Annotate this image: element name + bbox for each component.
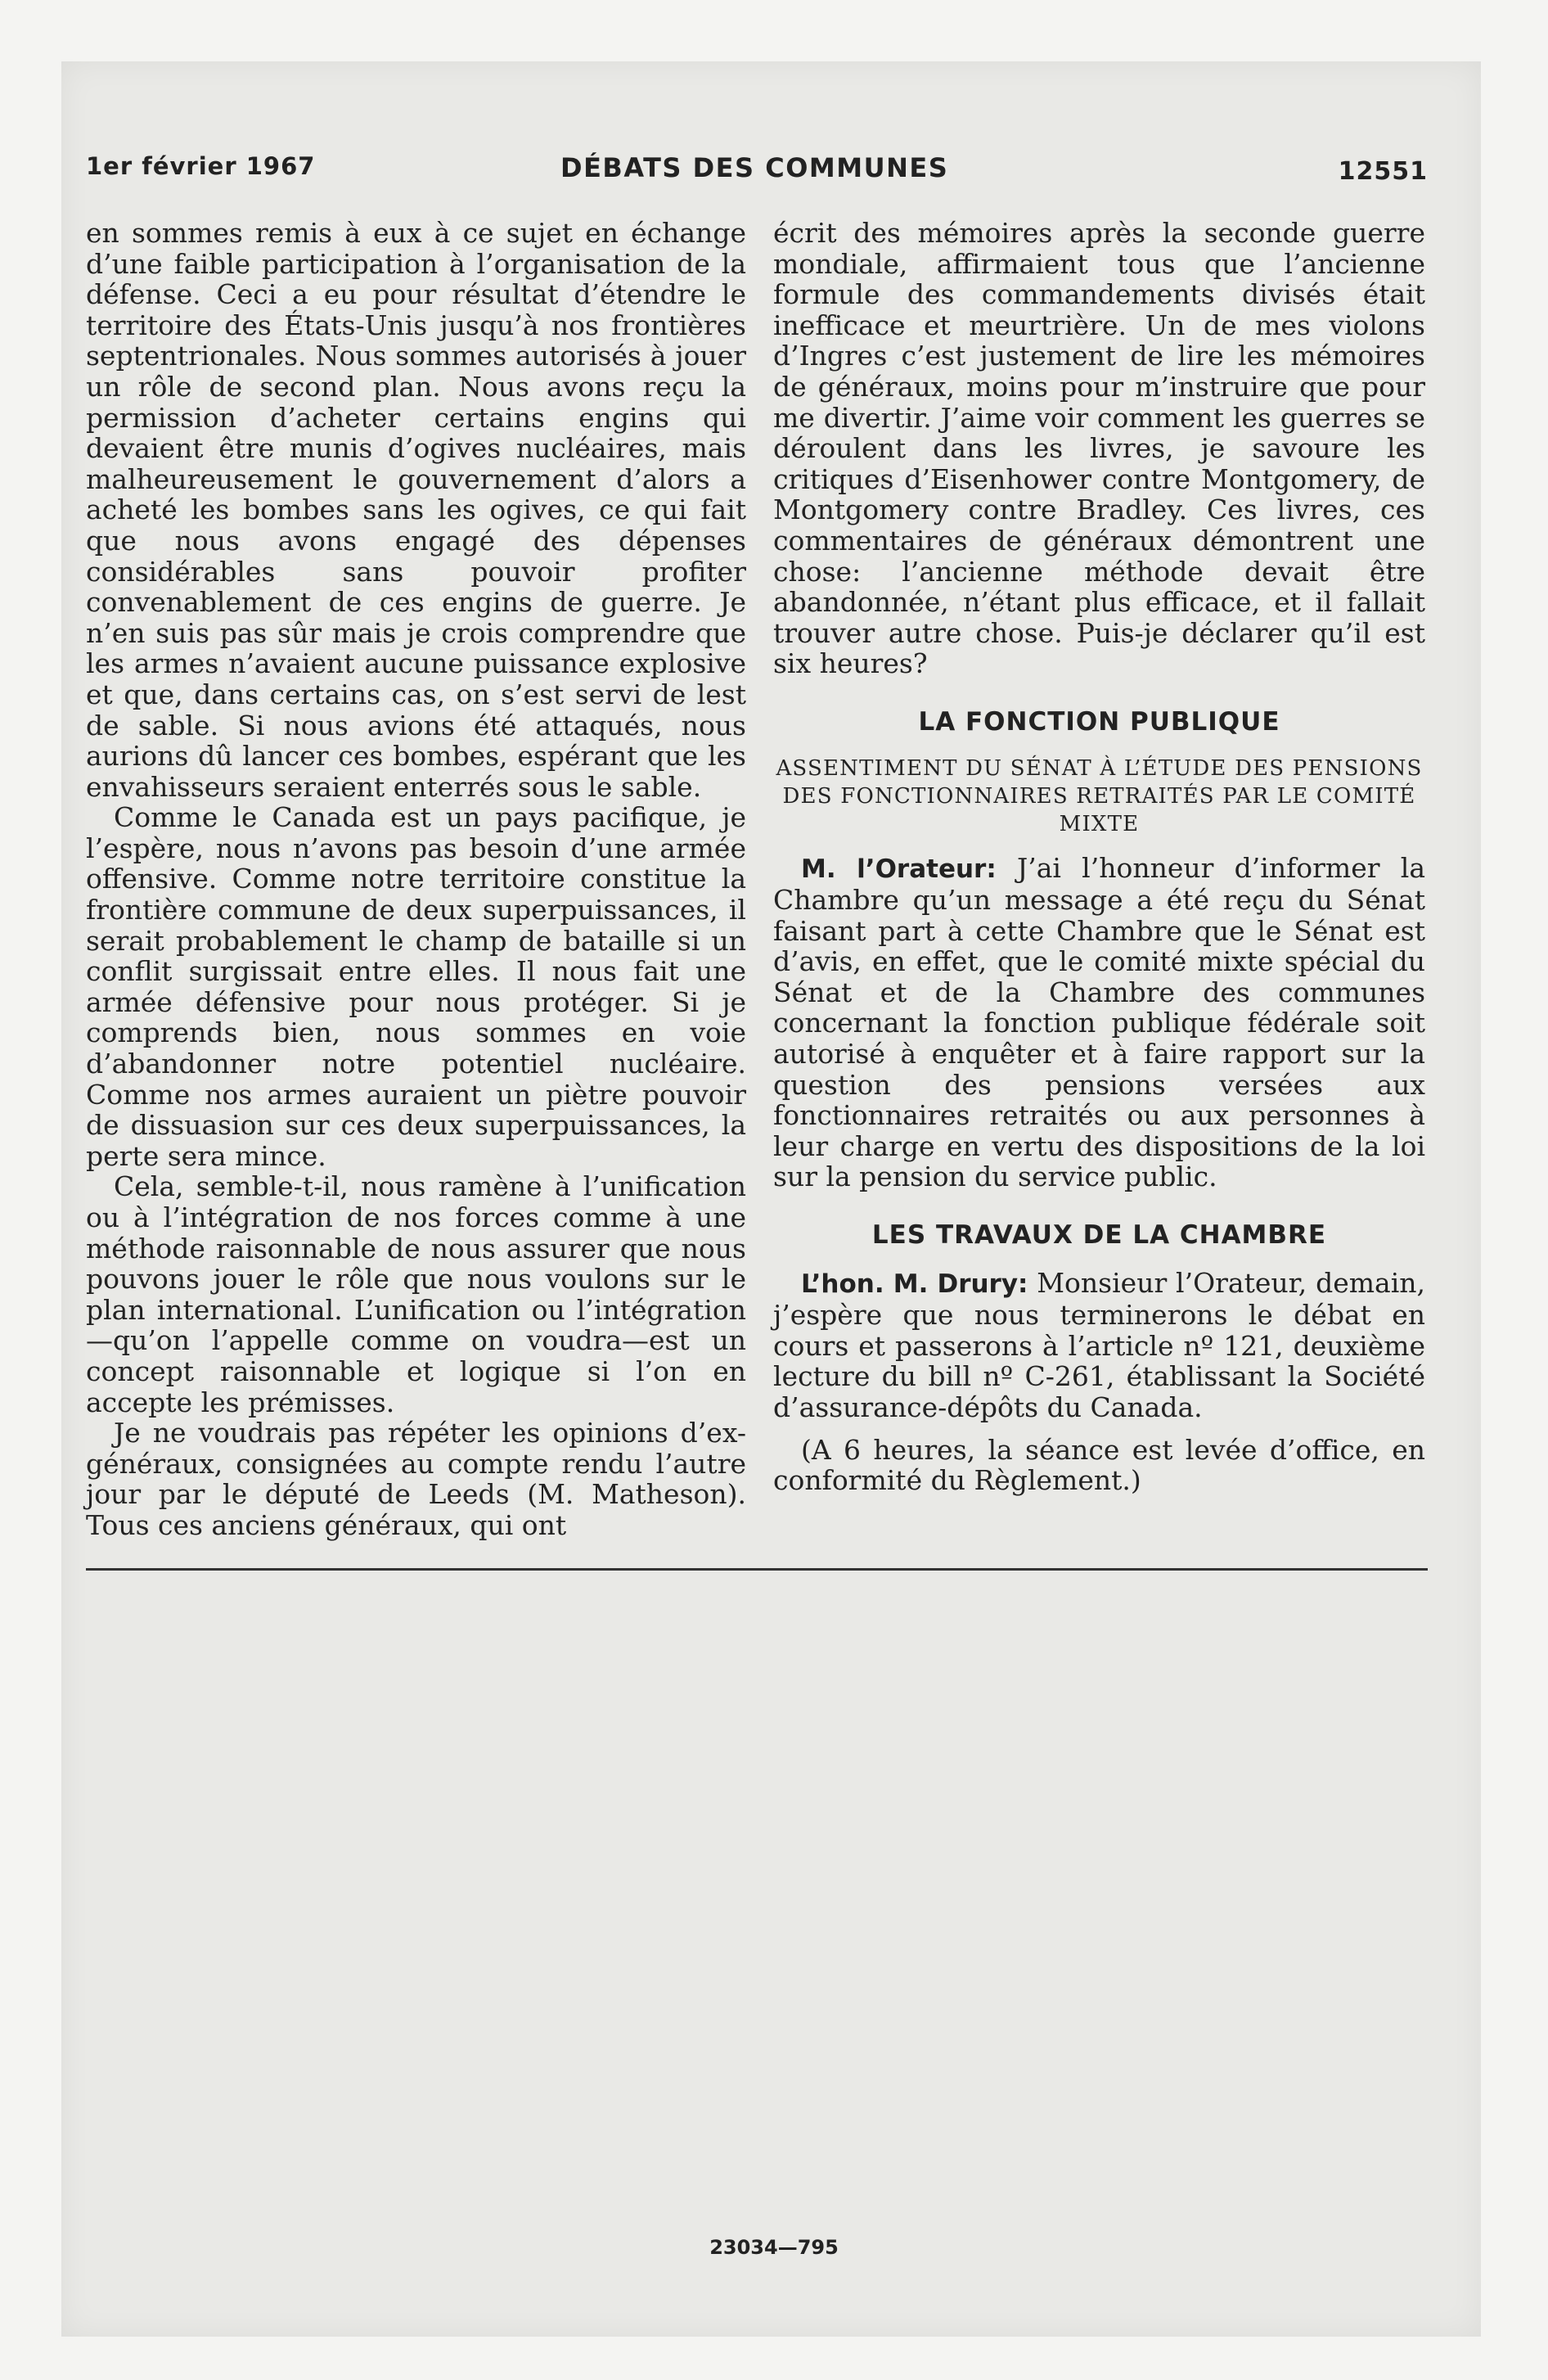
right-paragraph-3 (773, 1268, 1425, 1423)
section-heading-travaux: LES TRAVAUX DE LA CHAMBRE (871, 1220, 1327, 1251)
left-paragraph-2: Comme le Canada est un pays pacifique, je l’espère, nous n’avons pas besoin d’une armée offensive. Comme notre territoire constitue la frontière commune de deux superpuissances, il serait probablement le champ de bataille si un conflit surgissait entre elles. Il nous fait une armée défensive pour nous protéger. Si je comprends bien, nous sommes en voie d’abandonner notre potentiel nucléaire. Comme nos armes auraient un piètre pouvoir de dissuasion sur ces deux superpuissances, la perte sera mince. (86, 801, 746, 1172)
left-paragraph-1: en sommes remis à eux à ce sujet en échange d’une faible participation à l’organisation de la défense. Ceci a eu pour résultat d’étendre le territoire des États-Unis jusqu’à nos frontières septentrionales. Nous sommes autorisés à jouer un rôle de second plan. Nous avons reçu la permission d’acheter certains engins qui devaient être munis d’ogives nucléaires, mais malheureusement le gouvernement d’alors a acheté les bombes sans les ogives, ce qui fait que nous avons engagé des dépenses considérables sans pouvoir profiter convenablement de ces engins de guerre. Je n’en suis pas sûr mais je crois comprendre que les armes n’avaient aucune puissance explosive et que, dans certains cas, on s’est servi de lest de sable. Si nous avions été attaqués, nous aurions dû lancer ces bombes, espérant que les envahisseurs seraient enterrés sous le sable. (86, 217, 746, 803)
left-paragraph-4: Je ne voudrais pas répéter les opinions d’ex-généraux, consignées au compte rendu l’autre jour par le député de Leeds (M. Matheson). Tous ces anciens généraux, qui ont (86, 1417, 746, 1541)
speaker-orateur: M. l’Orateur: (801, 854, 997, 884)
right-paragraph-1: écrit des mémoires après la seconde guerre mondiale, affirmaient tous que l’ancienne formule des commandements divisés était inefficace et meurtrière. Un de mes violons d’Ingres c’est justement de lire les mémoires de généraux, moins pour m’instruire que pour me divertir. J’aime voir comment les guerres se déroulent dans les livres, je savoure les critiques d’Eisenhower contre Montgomery, de Montgomery contre Bradley. Ces livres, ces commentaires de généraux démontrent une chose: l’ancienne méthode devait être abandonnée, n’étant plus efficace, et il fallait trouver autre chose. Puis-je déclarer qu’il est six heures? (773, 217, 1425, 680)
header-page-number: 12551 (1338, 157, 1428, 186)
right-paragraph-2 (773, 853, 1425, 1193)
sub-heading-assentiment: ASSENTIMENT DU SÉNAT À L’ÉTUDE DES PENSIONS DES FONCTIONNAIRES RETRAITÉS PAR LE COMITÉ MIXTE (776, 755, 1423, 836)
left-paragraph-3: Cela, semble-t-il, nous ramène à l’unification ou à l’intégration de nos forces comme à une méthode raisonnable de nous assurer que nous pouvons jouer le rôle que nous voulons sur le plan international. L’unification ou l’intégration—qu’on l’appelle comme on voudra—est un concept raisonnable et logique si l’on en accepte les prémisses. (86, 1170, 746, 1418)
right-paragraph-2-text: J’ai l’honneur d’informer la Chambre qu’un message a été reçu du Sénat faisant part à cette Chambre que le Sénat est d’avis, en effet, que le comité mixte spécial du Sénat et de la Chambre des communes concernant la fonction publique fédérale soit autorisé à enquêter et à faire rapport sur la question des pensions versées aux fonctionnaires retraités ou aux personnes à leur charge en vertu des dispositions de la loi sur la pension du service public. (773, 851, 1425, 1193)
right-paragraph-4: (A 6 heures, la séance est levée d’office, en conformité du Règlement.) (773, 1433, 1425, 1497)
header-title: DÉBATS DES COMMUNES (560, 152, 949, 183)
page-header (86, 146, 1428, 195)
footer-code: 23034—795 (709, 2236, 839, 2259)
section-heading-fonction-publique: LA FONCTION PUBLIQUE (918, 706, 1280, 737)
header-date: 1er février 1967 (86, 152, 316, 180)
page-divider-rule (86, 1568, 1428, 1571)
right-column (773, 218, 1425, 1496)
speaker-drury: L’hon. M. Drury: (801, 1269, 1028, 1299)
right-paragraph-3-text: Monsieur l’Orateur, demain, j’espère que nous terminerons le débat en cours et passerons à l’article nº 121, deuxième lecture du bill nº C-261, établissant la Société d’assurance-dépôts du Canada. (773, 1266, 1425, 1423)
left-column (86, 218, 746, 1541)
